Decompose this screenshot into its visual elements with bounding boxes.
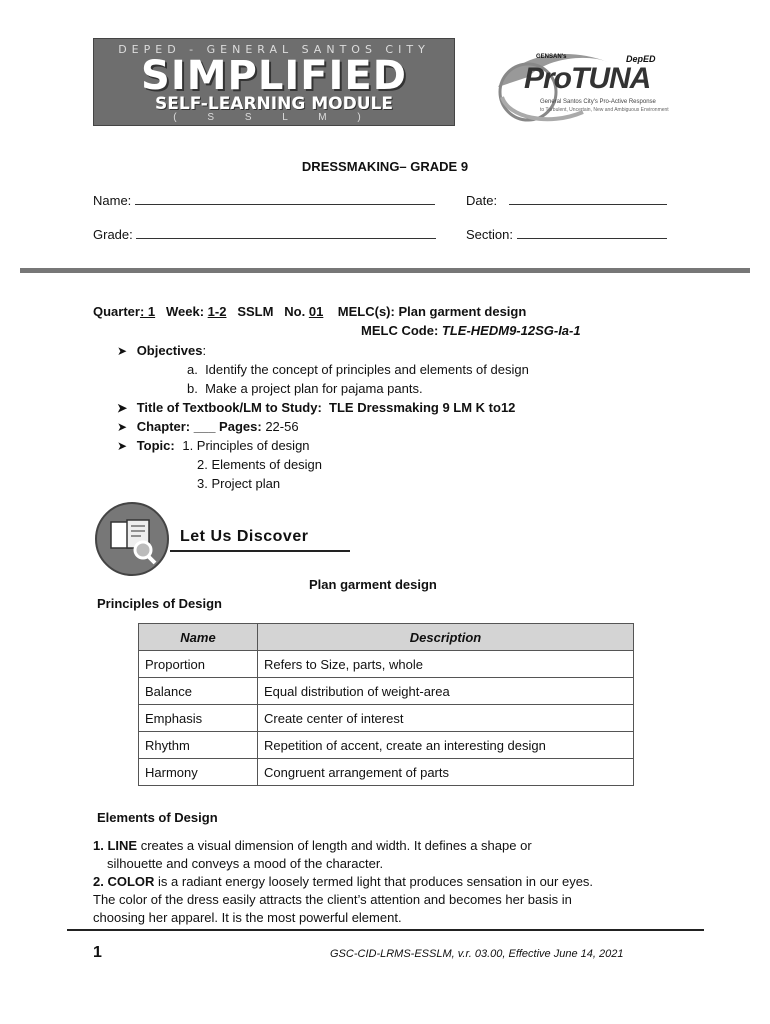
banner-sslm: ( S S L M ): [173, 112, 375, 123]
objectives-label: Objectives: [136, 343, 203, 358]
principle-name: Emphasis: [139, 705, 258, 732]
topic-1: 1. Principles of design: [182, 438, 310, 453]
sslm-banner-logo: [93, 38, 455, 126]
topic-3: 3. Project plan: [197, 476, 281, 491]
no-value: 01: [308, 304, 324, 319]
principle-desc: Congruent arrangement of parts: [258, 759, 634, 786]
date-field[interactable]: [466, 193, 667, 208]
principle-desc: Create center of interest: [258, 705, 634, 732]
week-label: Week:: [165, 304, 205, 319]
discover-underline: [170, 550, 350, 552]
col-name-header: Name: [139, 624, 258, 651]
footer-code: GSC-CID-LRMS-ESSLM, v.r. 03.00, Effective June 14, 2021: [330, 948, 624, 960]
arrow-bullet-icon: ➤: [117, 401, 128, 415]
objectives-item: [117, 343, 206, 358]
name-label: Name:: [93, 193, 132, 208]
logo-gensan: GENSAN's: [536, 54, 567, 60]
color-text-2: The color of the dress easily attracts the client’s attention and becomes her basis in: [93, 892, 572, 907]
sslm-label: SSLM: [237, 304, 274, 319]
melc-code-value: TLE-HEDM9-12SG-Ia-1: [441, 323, 581, 338]
principle-name: Proportion: [139, 651, 258, 678]
color-label: 2. COLOR: [93, 874, 155, 889]
principle-desc: Equal distribution of weight-area: [258, 678, 634, 705]
table-row: [139, 651, 634, 678]
logo-tagline-sub: to Turbulent, Uncertain, New and Ambiguous Environment: [540, 107, 669, 113]
line-label: 1. LINE: [93, 838, 138, 853]
objectives-colon: :: [202, 343, 207, 358]
arrow-bullet-icon: ➤: [117, 439, 128, 453]
principle-desc: Refers to Size, parts, whole: [258, 651, 634, 678]
principle-name: Harmony: [139, 759, 258, 786]
section-blank[interactable]: [517, 227, 667, 239]
section-label: Section:: [466, 227, 513, 242]
textbook-text: Title of Textbook/LM to Study: TLE Dressmaking 9 LM K to12: [136, 400, 516, 415]
name-blank[interactable]: [135, 193, 435, 205]
table-row: [139, 678, 634, 705]
principle-name: Rhythm: [139, 732, 258, 759]
quarter-line: [93, 304, 526, 319]
col-description-header: Description: [258, 624, 634, 651]
topic-2: 2. Elements of design: [197, 457, 323, 472]
date-label: Date:: [466, 193, 498, 208]
line-paragraph: [93, 837, 683, 927]
logo-deped: DepED: [626, 54, 656, 64]
line-text-1: creates a visual dimension of length and width. It defines a shape or: [137, 838, 532, 853]
color-text-3: choosing her apparel. It is the most powerful element.: [93, 910, 402, 925]
footer-divider: [67, 929, 704, 931]
arrow-bullet-icon: ➤: [117, 420, 128, 434]
discover-badge: [95, 502, 169, 576]
no-label: No.: [284, 304, 306, 319]
book-magnifier-icon: [97, 504, 167, 574]
objective-a: a. Identify the concept of principles and elements of design: [187, 362, 529, 377]
principle-desc: Repetition of accent, create an interesting design: [258, 732, 634, 759]
section-field[interactable]: [466, 227, 667, 242]
table-row: [139, 705, 634, 732]
grade-blank[interactable]: [136, 227, 436, 239]
header-divider: [20, 268, 750, 273]
principle-name: Balance: [139, 678, 258, 705]
banner-module: SELF-LEARNING MODULE: [155, 94, 393, 114]
table-header-row: [139, 624, 634, 651]
grade-label: Grade:: [93, 227, 133, 242]
topic-label: Topic:: [136, 438, 175, 453]
grade-field[interactable]: [93, 227, 436, 242]
chapter-label: Chapter: ___ Pages:: [136, 419, 262, 434]
banner-division: DEPED - GENERAL SANTOS CITY: [118, 43, 430, 56]
arrow-bullet-icon: ➤: [117, 344, 128, 358]
week-value: 1-2: [207, 304, 227, 319]
topic-item: [117, 438, 310, 453]
objective-b: b. Make a project plan for pajama pants.: [187, 381, 423, 396]
table-row: [139, 759, 634, 786]
principles-heading: Principles of Design: [97, 596, 222, 611]
textbook-item: [117, 400, 515, 415]
color-text-1: is a radiant energy loosely termed light that produces sensation in our eyes.: [154, 874, 594, 889]
page-title: DRESSMAKING– GRADE 9: [301, 159, 469, 174]
chapter-item: [117, 419, 299, 434]
quarter-label: Quarter: [93, 304, 140, 319]
melc-code-label: MELC Code:: [361, 323, 439, 338]
logo-protuna: ProTUNA: [524, 62, 651, 95]
discover-subtitle: Plan garment design: [309, 577, 437, 592]
protuna-logo: [488, 42, 676, 128]
line-text-2: silhouette and conveys a mood of the character.: [107, 856, 384, 871]
logo-tagline: General Santos City's Pro-Active Response: [540, 99, 656, 105]
discover-heading: Let Us Discover: [180, 528, 309, 545]
principles-table: [138, 623, 634, 786]
name-field[interactable]: [93, 193, 435, 208]
melc-code-line: [361, 323, 581, 338]
quarter-value: : 1: [139, 304, 156, 319]
elements-heading: Elements of Design: [97, 810, 218, 825]
page-number: 1: [93, 944, 102, 961]
melc-label: MELC(s): Plan garment design: [337, 304, 527, 319]
chapter-pages: 22-56: [265, 419, 299, 434]
date-blank[interactable]: [509, 193, 667, 205]
banner-simplified: SIMPLIFIED: [141, 53, 407, 99]
table-row: [139, 732, 634, 759]
